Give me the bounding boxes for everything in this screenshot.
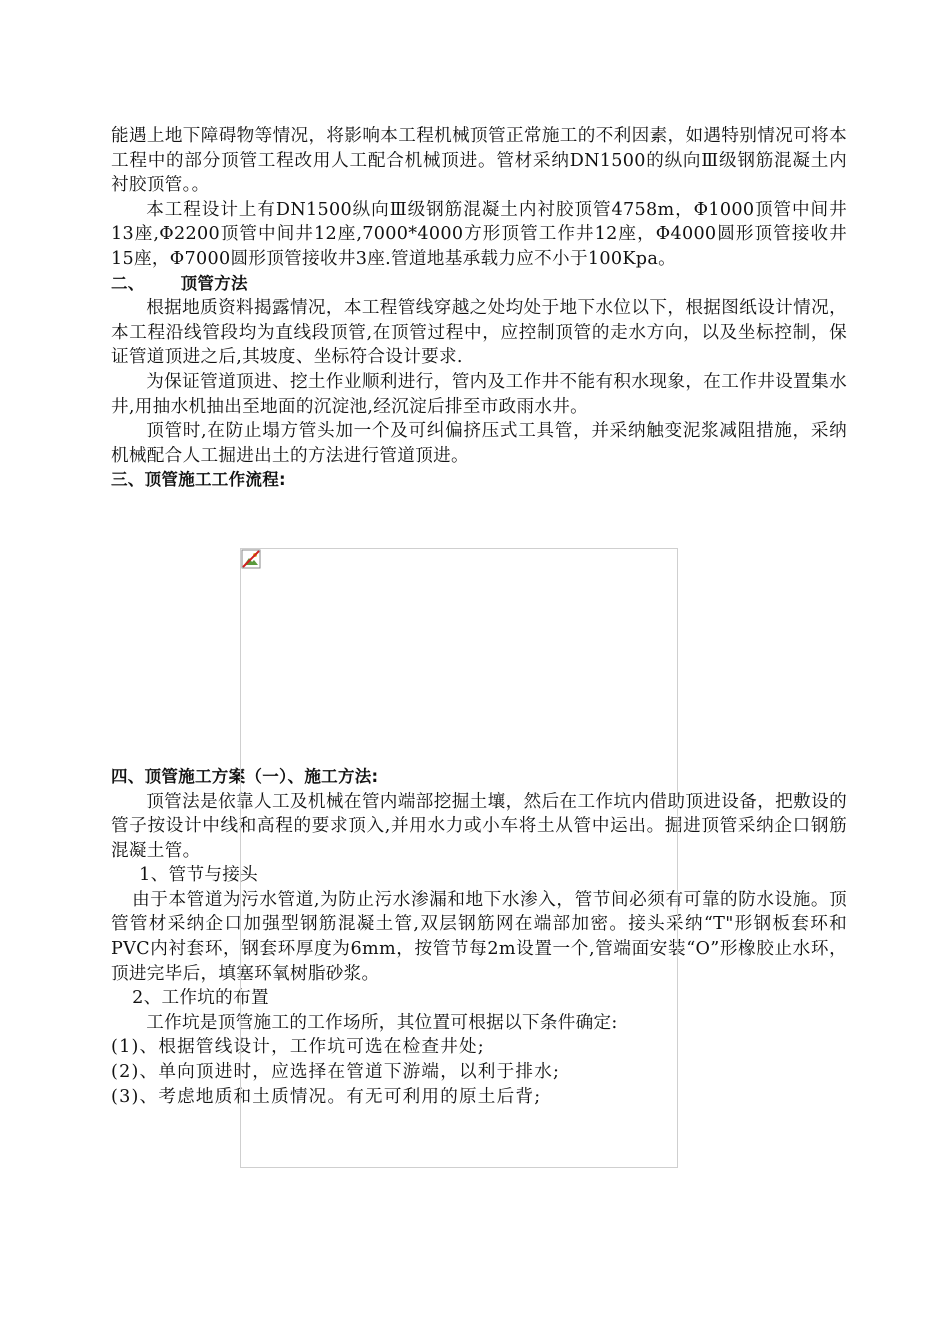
paragraph-4: 为保证管道顶进、挖土作业顺利进行，管内及工作井不能有积水现象，在工作井设置集水井,用抽水机抽出至地面的沉淀池,经沉淀后排至市政雨水井。 <box>111 371 847 417</box>
subheading-2: 2、工作坑的布置 <box>132 988 269 1009</box>
list-item: (1)、根据管线设计，工作坑可选在检查井处; <box>111 1037 485 1058</box>
paragraph-2: 本工程设计上有DN1500纵向Ⅲ级钢筋混凝土内衬胶顶管4758m，Φ1000顶管中间井13座,Φ2200顶管中间井12座,7000*4000方形顶管工作井12座，Φ4000圆形顶管接收井15座，Φ7000圆形顶管接收井3座.管道地基承载力应不小于100Kpa。 <box>111 199 847 269</box>
heading-2-number: 二、 <box>111 273 145 293</box>
list-item: (3)、考虑地质和土质情况。有无可利用的原土后背; <box>111 1086 542 1107</box>
list-item: (2)、单向顶进时，应选择在管道下游端，以利于排水; <box>111 1062 561 1083</box>
paragraph-5: 顶管时,在防止塌方管头加一个及可纠偏挤压式工具管，并采纳触变泥浆减阻措施，采纳机械配合人工掘进出土的方法进行管道顶进。 <box>111 421 847 466</box>
heading-3: 三、顶管施工工作流程: <box>111 470 286 490</box>
paragraph-8: 工作坑是顶管施工的工作场所，其位置可根据以下条件确定: <box>146 1012 618 1033</box>
subheading-1: 1、管节与接头 <box>139 865 259 886</box>
paragraph-7: 由于本管道为污水管道,为防止污水渗漏和地下水渗入，管节间必须有可靠的防水设施。顶管管材采纳企口加强型钢筋混凝土管,双层钢筋网在端部加密。接头采纳“T"形钢板套环和PVC内衬套环，钢套环厚度为6mm，按管节每2m设置一个,管端面安装“O”形橡胶止水环，顶进完毕后，填塞环氧树脂砂浆。 <box>111 889 847 984</box>
paragraph-6: 顶管法是依靠人工及机械在管内端部挖掘土壤，然后在工作坑内借助顶进设备，把敷设的管子按设计中线和高程的要求顶入,并用水力或小车将土从管中运出。掘进顶管采纳企口钢筋混凝土管。 <box>111 791 847 861</box>
heading-2-text: 顶管方法 <box>180 273 248 293</box>
heading-4: 四、顶管施工方案（一）、施工方法: <box>111 766 379 786</box>
broken-image-icon <box>241 549 261 569</box>
paragraph-1: 能遇上地下障碍物等情况，将影响本工程机械顶管正常施工的不利因素，如遇特别情况可将本工程中的部分顶管工程改用人工配合机械顶进。管材采纳DN1500的纵向Ⅲ级钢筋混凝土内衬胶顶管。。 <box>111 126 847 196</box>
heading-2 <box>111 272 847 297</box>
flowchart-image-placeholder <box>240 548 678 1168</box>
paragraph-3: 根据地质资料揭露情况，本工程管线穿越之处均处于地下水位以下，根据图纸设计情况，本工程沿线管段均为直线段顶管,在顶管过程中，应控制顶管的走水方向，以及坐标控制，保证管道顶进之后,其坡度、坐标符合设计要求. <box>111 298 847 368</box>
